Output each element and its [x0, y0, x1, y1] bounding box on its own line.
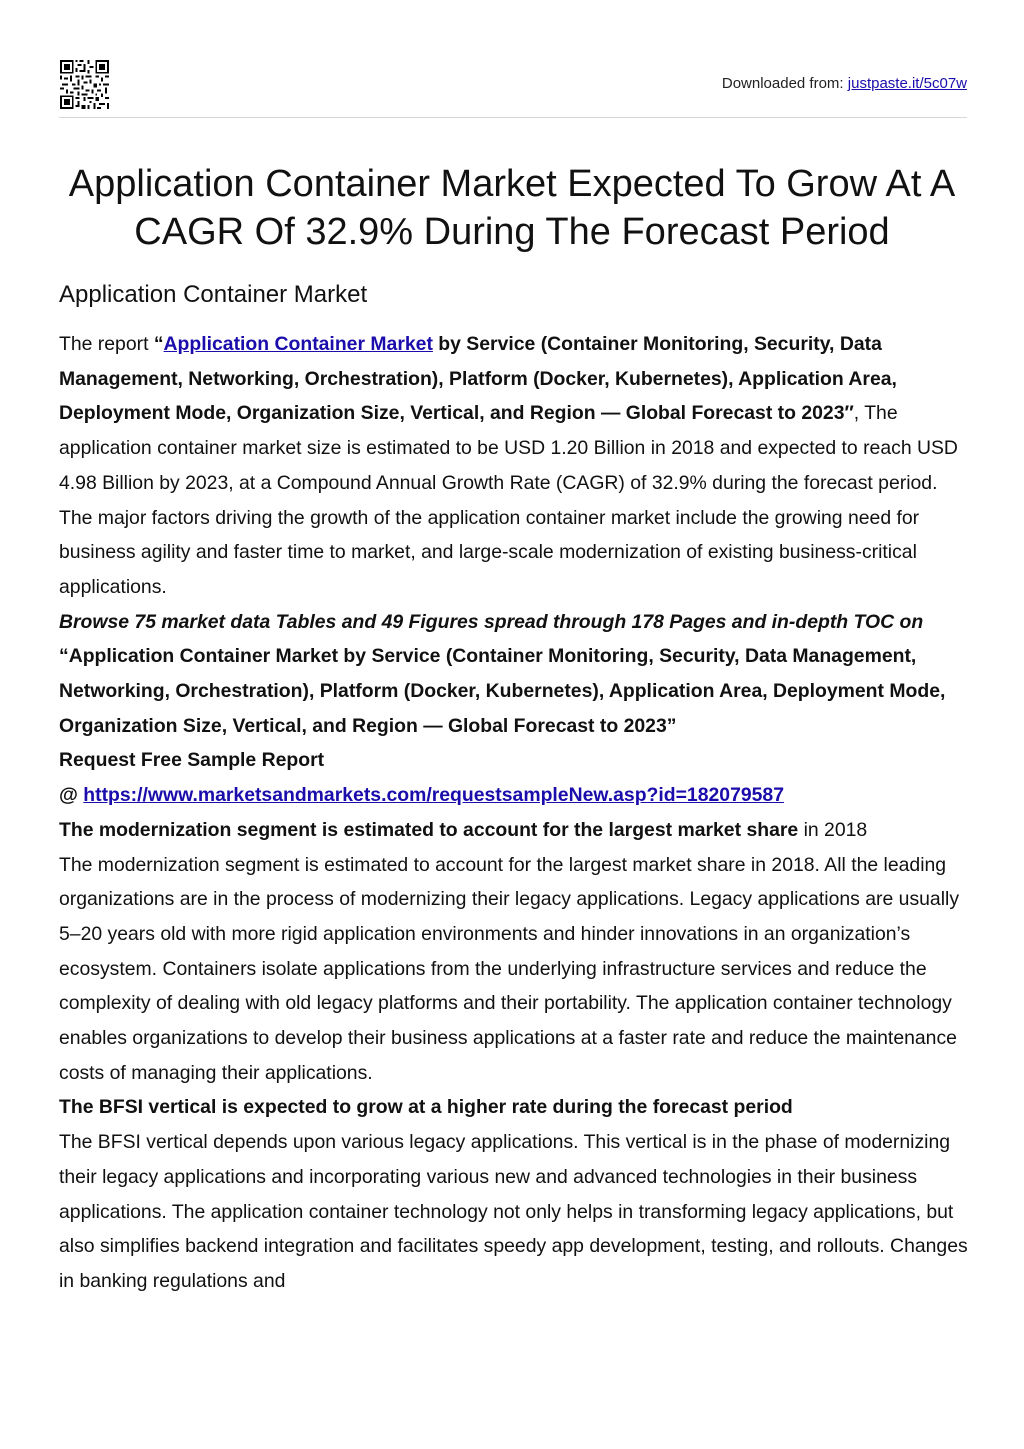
browse-title: “Application Container Market by Service (Container Monitoring, Security, Data Management, Networking, Orchestration), Platform (Docker, Kubernetes), Application Area, Deployment Mode, Organization Size, Vertical, and Region — Global Forecast to 2023”	[59, 645, 946, 737]
downloaded-from	[722, 75, 967, 92]
intro-text: , The application container market size is estimated to be USD 1.20 Billion in 2018 and expected to reach USD 4.98 Billion by 2023, at a Compound Annual Growth Rate (CAGR) of 32.9% during the forecast period. The major factors driving the growth of the application container market include the growing need for business agility and faster time to market, and large-scale modernization of existing business-critical applications.	[59, 402, 958, 598]
article-body	[59, 327, 969, 1299]
header-divider	[59, 117, 967, 118]
bfsi-paragraph: The BFSI vertical depends upon various legacy applications. This vertical is in the phase of modernizing their legacy applications and incorporating various new and advanced technologies in their business applications. The application container technology not only helps in transforming legacy applications, but also simplifies backend integration and facilitates speedy app development, testing, and rollouts. Changes in banking regulations and	[59, 1131, 968, 1292]
modernization-heading-bold: The modernization segment is estimated to account for the largest market share	[59, 818, 799, 841]
sample-line	[59, 778, 969, 813]
sample-link[interactable]: https://www.marketsandmarkets.com/requestsampleNew.asp?id=182079587	[83, 784, 784, 807]
modernization-heading-plain: in 2018	[798, 818, 868, 841]
source-link[interactable]: justpaste.it/5c07w	[847, 75, 967, 92]
report-link[interactable]: Application Container Market	[163, 333, 433, 355]
intro-paragraph	[59, 327, 969, 605]
browse-italic: Browse 75 market data Tables and 49 Figures spread through 178 Pages and in-depth TOC on	[59, 610, 924, 633]
page-title: Application Container Market Expected To Grow At A CAGR Of 32.9% During The Forecast Period	[68, 163, 956, 253]
modernization-heading	[59, 813, 969, 848]
modernization-paragraph: The modernization segment is estimated to account for the largest market share in 2018. All the leading organizations are in the process of modernizing their legacy applications. Legacy applications are usually 5–20 years old with more rigid application environments and hinder innovations in an organization’s ecosystem. Containers isolate applications from the underlying infrastructure services and reduce the complexity of dealing with old legacy platforms and their portability. The application container technology enables organizations to develop their business applications at a faster rate and reduce the maintenance costs of managing their applications.	[59, 853, 960, 1084]
bfsi-heading: The BFSI vertical is expected to grow at a higher rate during the forecast period	[59, 1096, 793, 1119]
intro-lead: The report	[59, 333, 154, 355]
report-full-title: by Service (Container Monitoring, Security, Data Management, Networking, Orchestration), Platform (Docker, Kubernetes), Application Area, Deployment Mode, Organization Size, Vertical, and Region — Global Forecast to 2023″	[59, 333, 897, 425]
sample-at: @	[59, 784, 84, 807]
intro-open-quote: “	[153, 333, 164, 355]
page-subtitle: Application Container Market	[59, 281, 368, 308]
downloaded-prefix: Downloaded from:	[721, 75, 848, 92]
sample-label: Request Free Sample Report	[59, 749, 325, 772]
browse-paragraph	[59, 605, 969, 744]
qr-code-icon	[60, 60, 109, 109]
